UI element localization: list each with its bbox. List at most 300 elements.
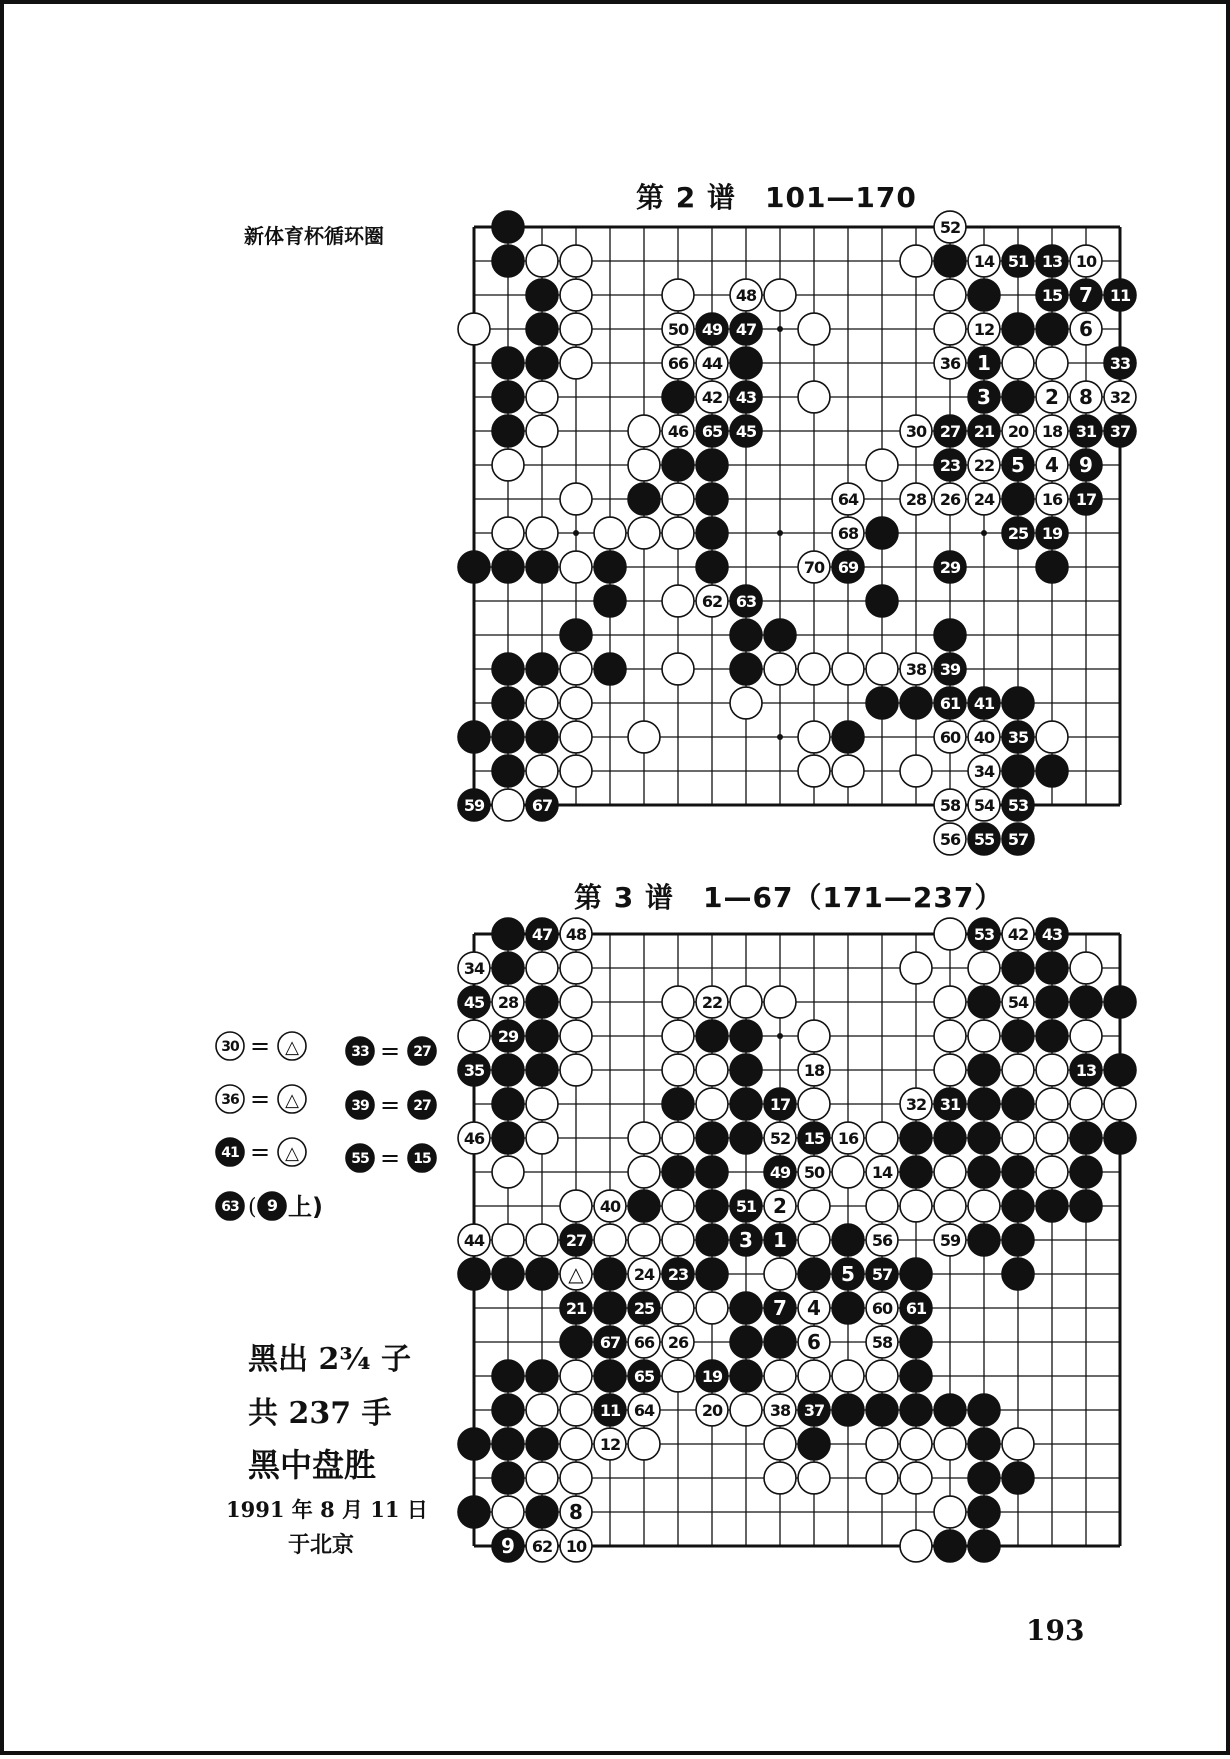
white-stone	[560, 1190, 592, 1222]
black-stone	[696, 517, 728, 549]
svg-text:40: 40	[973, 728, 995, 747]
black-stone	[662, 381, 694, 413]
black-stone	[1036, 313, 1068, 345]
svg-text:33: 33	[351, 1044, 369, 1060]
black-stone-17	[764, 1088, 796, 1120]
white-stone	[798, 653, 830, 685]
black-stone	[1002, 952, 1034, 984]
black-stone	[594, 1292, 626, 1324]
white-stone-6	[1070, 313, 1102, 345]
black-stone	[900, 1394, 932, 1426]
result-date: 1991 年 8 月 11 日	[226, 1497, 428, 1522]
black-stone	[968, 1496, 1000, 1528]
white-stone	[764, 1428, 796, 1460]
black-stone-27	[560, 1224, 592, 1256]
black-stone-67	[526, 789, 558, 821]
black-stone	[526, 1428, 558, 1460]
black-stone	[1104, 986, 1136, 1018]
white-stone	[560, 1020, 592, 1052]
black-stone-9	[492, 1530, 524, 1562]
svg-text:1: 1	[773, 1228, 787, 1252]
svg-text:41: 41	[221, 1145, 239, 1161]
svg-text:61: 61	[939, 694, 961, 713]
black-stone	[526, 1258, 558, 1290]
svg-text:20: 20	[1007, 422, 1029, 441]
black-stone	[968, 1122, 1000, 1154]
black-stone-47	[730, 313, 762, 345]
white-stone-20	[1002, 415, 1034, 447]
black-stone-39	[934, 653, 966, 685]
move-note-55	[346, 1144, 436, 1172]
black-stone	[832, 721, 864, 753]
black-stone-47	[526, 918, 558, 950]
svg-text:12: 12	[973, 320, 995, 339]
white-stone	[900, 1190, 932, 1222]
white-stone-4	[1036, 449, 1068, 481]
black-stone-65	[696, 415, 728, 447]
black-stone	[730, 653, 762, 685]
black-stone	[968, 1156, 1000, 1188]
black-stone	[1002, 1020, 1034, 1052]
white-stone	[900, 245, 932, 277]
black-stone-37	[798, 1394, 830, 1426]
star-point	[777, 530, 783, 536]
white-stone-16	[832, 1122, 864, 1154]
white-stone	[764, 653, 796, 685]
black-stone	[696, 551, 728, 583]
black-stone	[458, 551, 490, 583]
white-stone	[628, 1224, 660, 1256]
white-stone-2	[764, 1190, 796, 1222]
svg-text:65: 65	[701, 422, 723, 441]
black-stone	[764, 1326, 796, 1358]
svg-text:56: 56	[939, 830, 961, 849]
black-stone	[866, 1394, 898, 1426]
svg-text:5: 5	[841, 1262, 855, 1286]
black-stone	[1002, 381, 1034, 413]
black-stone-59	[458, 789, 490, 821]
black-stone-29	[492, 1020, 524, 1052]
white-stone	[866, 1360, 898, 1392]
svg-text:47: 47	[531, 925, 553, 944]
svg-text:19: 19	[1041, 524, 1063, 543]
white-stone-26	[934, 483, 966, 515]
white-stone	[798, 1360, 830, 1392]
white-stone	[662, 986, 694, 1018]
white-stone-44	[696, 347, 728, 379]
white-stone	[560, 551, 592, 583]
svg-text:57: 57	[871, 1265, 893, 1284]
black-stone-25	[628, 1292, 660, 1324]
white-stone-12	[968, 313, 1000, 345]
white-stone-30	[900, 415, 932, 447]
black-stone	[730, 1088, 762, 1120]
black-stone	[1070, 1156, 1102, 1188]
black-stone	[492, 1258, 524, 1290]
svg-text:50: 50	[667, 320, 689, 339]
white-stone-6	[798, 1326, 830, 1358]
svg-text:14: 14	[973, 252, 995, 271]
svg-text:17: 17	[769, 1095, 791, 1114]
black-stone	[526, 551, 558, 583]
black-stone	[492, 551, 524, 583]
black-stone	[526, 1054, 558, 1086]
white-stone	[560, 1394, 592, 1426]
result-outcome: 黑中盘胜	[248, 1446, 377, 1484]
svg-text:=: =	[380, 1091, 401, 1119]
white-stone-62	[526, 1530, 558, 1562]
black-stone	[458, 1428, 490, 1460]
white-stone	[662, 1190, 694, 1222]
white-stone	[730, 687, 762, 719]
svg-text:35: 35	[1007, 728, 1029, 747]
black-stone	[526, 313, 558, 345]
black-stone	[526, 986, 558, 1018]
black-stone-15	[798, 1122, 830, 1154]
svg-text:34: 34	[973, 762, 995, 781]
svg-text:2: 2	[1045, 385, 1059, 409]
white-stone	[458, 1020, 490, 1052]
white-stone	[1002, 1122, 1034, 1154]
svg-text:46: 46	[463, 1129, 485, 1148]
svg-text:5: 5	[1011, 453, 1025, 477]
svg-text:(: (	[248, 1195, 257, 1220]
svg-text:67: 67	[531, 796, 553, 815]
svg-text:55: 55	[351, 1151, 369, 1167]
svg-text:38: 38	[905, 660, 927, 679]
black-stone	[1104, 1054, 1136, 1086]
white-stone-38	[900, 653, 932, 685]
black-stone-57	[866, 1258, 898, 1290]
white-stone	[900, 1428, 932, 1460]
black-stone	[1002, 1258, 1034, 1290]
white-stone-59	[934, 1224, 966, 1256]
white-stone	[696, 1054, 728, 1086]
black-stone	[492, 918, 524, 950]
diagram-2-board	[458, 211, 1136, 855]
white-stone	[628, 517, 660, 549]
white-stone	[492, 517, 524, 549]
svg-text:42: 42	[1007, 925, 1029, 944]
svg-text:54: 54	[1007, 993, 1029, 1012]
black-stone-13	[1070, 1054, 1102, 1086]
black-stone-35	[1002, 721, 1034, 753]
white-stone	[1036, 1088, 1068, 1120]
black-stone-31	[934, 1088, 966, 1120]
black-stone	[730, 1020, 762, 1052]
star-point	[981, 530, 987, 536]
white-stone-46	[458, 1122, 490, 1154]
svg-text:15: 15	[413, 1151, 431, 1167]
white-stone-10	[560, 1530, 592, 1562]
white-stone-54	[968, 789, 1000, 821]
svg-text:23: 23	[667, 1265, 689, 1284]
white-stone	[492, 1224, 524, 1256]
svg-text:14: 14	[871, 1163, 893, 1182]
svg-text:1: 1	[977, 351, 991, 375]
black-stone-45	[458, 986, 490, 1018]
black-stone	[968, 279, 1000, 311]
black-stone	[492, 653, 524, 685]
black-stone-23	[934, 449, 966, 481]
svg-text:35: 35	[463, 1061, 485, 1080]
white-stone	[560, 952, 592, 984]
black-stone-7	[1070, 279, 1102, 311]
black-stone-63	[730, 585, 762, 617]
black-stone	[1036, 551, 1068, 583]
black-stone	[866, 585, 898, 617]
black-stone	[832, 1224, 864, 1256]
white-stone-24	[968, 483, 1000, 515]
svg-text:9: 9	[266, 1196, 278, 1215]
svg-text:16: 16	[1041, 490, 1063, 509]
svg-text:58: 58	[871, 1333, 893, 1352]
svg-text:53: 53	[1007, 796, 1029, 815]
black-stone	[1036, 952, 1068, 984]
svg-text:36: 36	[939, 354, 961, 373]
svg-text:12: 12	[599, 1435, 621, 1454]
svg-text:30: 30	[221, 1039, 239, 1055]
black-stone	[968, 1462, 1000, 1494]
svg-text:3: 3	[739, 1228, 753, 1252]
black-stone	[458, 721, 490, 753]
black-stone	[492, 211, 524, 243]
diagram-2-title: 第 2 谱 101—170	[636, 181, 917, 214]
svg-text:59: 59	[463, 796, 485, 815]
white-stone	[1002, 347, 1034, 379]
black-stone-61	[934, 687, 966, 719]
white-stone-66	[628, 1326, 660, 1358]
svg-text:63: 63	[221, 1199, 239, 1215]
svg-text:52: 52	[769, 1129, 791, 1148]
star-point	[777, 326, 783, 332]
svg-text:2: 2	[773, 1194, 787, 1218]
black-stone-55	[968, 823, 1000, 855]
white-stone	[1036, 347, 1068, 379]
white-stone	[798, 1020, 830, 1052]
svg-text:24: 24	[633, 1265, 655, 1284]
svg-text:49: 49	[701, 320, 723, 339]
white-stone	[662, 1122, 694, 1154]
black-stone	[696, 1156, 728, 1188]
white-stone	[492, 449, 524, 481]
svg-text:68: 68	[837, 524, 859, 543]
svg-text:29: 29	[497, 1027, 519, 1046]
white-stone	[526, 381, 558, 413]
white-stone	[628, 1156, 660, 1188]
white-stone	[900, 755, 932, 787]
black-stone	[1036, 755, 1068, 787]
white-stone-60	[934, 721, 966, 753]
svg-text:18: 18	[1041, 422, 1063, 441]
svg-text:21: 21	[565, 1299, 587, 1318]
black-stone-49	[696, 313, 728, 345]
white-stone-32	[900, 1088, 932, 1120]
white-stone-54	[1002, 986, 1034, 1018]
result-moves: 共 237 手	[248, 1396, 392, 1431]
svg-text:19: 19	[701, 1367, 723, 1386]
white-stone-18	[1036, 415, 1068, 447]
white-stone-58	[866, 1326, 898, 1358]
white-stone-58	[934, 789, 966, 821]
white-stone	[458, 313, 490, 345]
svg-text:16: 16	[837, 1129, 859, 1148]
white-stone-44	[458, 1224, 490, 1256]
white-stone-22	[968, 449, 1000, 481]
black-stone	[696, 449, 728, 481]
move-note-41	[216, 1138, 306, 1166]
black-stone	[492, 1360, 524, 1392]
white-stone-22	[696, 986, 728, 1018]
black-stone	[492, 347, 524, 379]
black-stone-57	[1002, 823, 1034, 855]
white-stone	[934, 1496, 966, 1528]
white-stone	[662, 517, 694, 549]
white-stone-△	[560, 1258, 592, 1290]
white-stone	[934, 1156, 966, 1188]
white-stone	[560, 1462, 592, 1494]
white-stone	[1104, 1088, 1136, 1120]
black-stone-31	[1070, 415, 1102, 447]
black-stone	[492, 1122, 524, 1154]
white-stone	[764, 1258, 796, 1290]
svg-text:4: 4	[807, 1296, 821, 1320]
white-stone	[798, 1462, 830, 1494]
black-stone-51	[730, 1190, 762, 1222]
white-stone	[560, 1054, 592, 1086]
white-stone-2	[1036, 381, 1068, 413]
svg-text:46: 46	[667, 422, 689, 441]
black-stone	[968, 1428, 1000, 1460]
black-stone	[560, 1326, 592, 1358]
svg-text:52: 52	[939, 218, 961, 237]
svg-text:61: 61	[905, 1299, 927, 1318]
black-stone	[934, 1530, 966, 1562]
svg-text:27: 27	[565, 1231, 587, 1250]
svg-text:51: 51	[1007, 252, 1029, 271]
svg-text:37: 37	[803, 1401, 825, 1420]
svg-text:3: 3	[977, 385, 991, 409]
black-stone	[1070, 1122, 1102, 1154]
black-stone	[662, 1088, 694, 1120]
black-stone	[968, 1530, 1000, 1562]
svg-text:6: 6	[807, 1330, 821, 1354]
white-stone	[526, 517, 558, 549]
black-stone	[968, 1088, 1000, 1120]
svg-text:56: 56	[871, 1231, 893, 1250]
black-stone-1	[968, 347, 1000, 379]
white-stone-48	[560, 918, 592, 950]
black-stone	[492, 755, 524, 787]
white-stone	[560, 245, 592, 277]
white-stone	[662, 585, 694, 617]
svg-text:10: 10	[1075, 252, 1097, 271]
black-stone	[492, 1054, 524, 1086]
white-stone	[526, 245, 558, 277]
white-stone-40	[968, 721, 1000, 753]
white-stone	[730, 986, 762, 1018]
white-stone-34	[458, 952, 490, 984]
black-stone	[1036, 1020, 1068, 1052]
black-stone	[492, 952, 524, 984]
black-stone	[696, 1224, 728, 1256]
black-stone	[900, 1122, 932, 1154]
white-stone-40	[594, 1190, 626, 1222]
black-stone	[696, 483, 728, 515]
black-stone	[628, 1190, 660, 1222]
black-stone-45	[730, 415, 762, 447]
black-stone	[934, 1394, 966, 1426]
white-stone-4	[798, 1292, 830, 1324]
black-stone	[900, 1258, 932, 1290]
white-stone-42	[696, 381, 728, 413]
black-stone-1	[764, 1224, 796, 1256]
black-stone	[730, 347, 762, 379]
svg-text:59: 59	[939, 1231, 961, 1250]
black-stone	[492, 1462, 524, 1494]
svg-text:△: △	[568, 1262, 584, 1286]
black-stone	[934, 619, 966, 651]
black-stone-3	[968, 381, 1000, 413]
white-stone	[798, 755, 830, 787]
white-stone	[866, 449, 898, 481]
svg-text:33: 33	[1109, 354, 1131, 373]
black-stone-9	[1070, 449, 1102, 481]
black-stone-65	[628, 1360, 660, 1392]
white-stone-48	[730, 279, 762, 311]
black-stone	[526, 721, 558, 753]
go-diagrams	[4, 4, 1230, 1759]
black-stone	[968, 1394, 1000, 1426]
white-stone	[662, 1360, 694, 1392]
white-stone-46	[662, 415, 694, 447]
white-stone	[662, 1224, 694, 1256]
svg-text:66: 66	[633, 1333, 655, 1352]
black-stone	[492, 721, 524, 753]
white-stone	[764, 986, 796, 1018]
white-stone	[900, 1530, 932, 1562]
svg-text:上): 上)	[288, 1193, 323, 1221]
black-stone	[594, 653, 626, 685]
svg-text:=: =	[380, 1037, 401, 1065]
black-stone	[934, 1122, 966, 1154]
black-stone-7	[764, 1292, 796, 1324]
move-note-36	[216, 1085, 306, 1113]
white-stone	[1070, 952, 1102, 984]
black-stone	[526, 347, 558, 379]
black-stone	[492, 1428, 524, 1460]
white-stone-62	[696, 585, 728, 617]
black-stone	[526, 1020, 558, 1052]
white-stone	[628, 449, 660, 481]
svg-text:43: 43	[735, 388, 757, 407]
svg-text:49: 49	[769, 1163, 791, 1182]
black-stone-17	[1070, 483, 1102, 515]
svg-text:63: 63	[735, 592, 757, 611]
white-stone	[526, 1462, 558, 1494]
svg-text:62: 62	[531, 1537, 553, 1556]
svg-text:20: 20	[701, 1401, 723, 1420]
white-stone-56	[934, 823, 966, 855]
svg-text:=: =	[250, 1032, 271, 1060]
black-stone	[1002, 1156, 1034, 1188]
black-stone	[696, 1190, 728, 1222]
black-stone	[832, 1292, 864, 1324]
white-stone-34	[968, 755, 1000, 787]
white-stone	[730, 1394, 762, 1426]
svg-text:48: 48	[565, 925, 587, 944]
svg-text:31: 31	[939, 1095, 961, 1114]
